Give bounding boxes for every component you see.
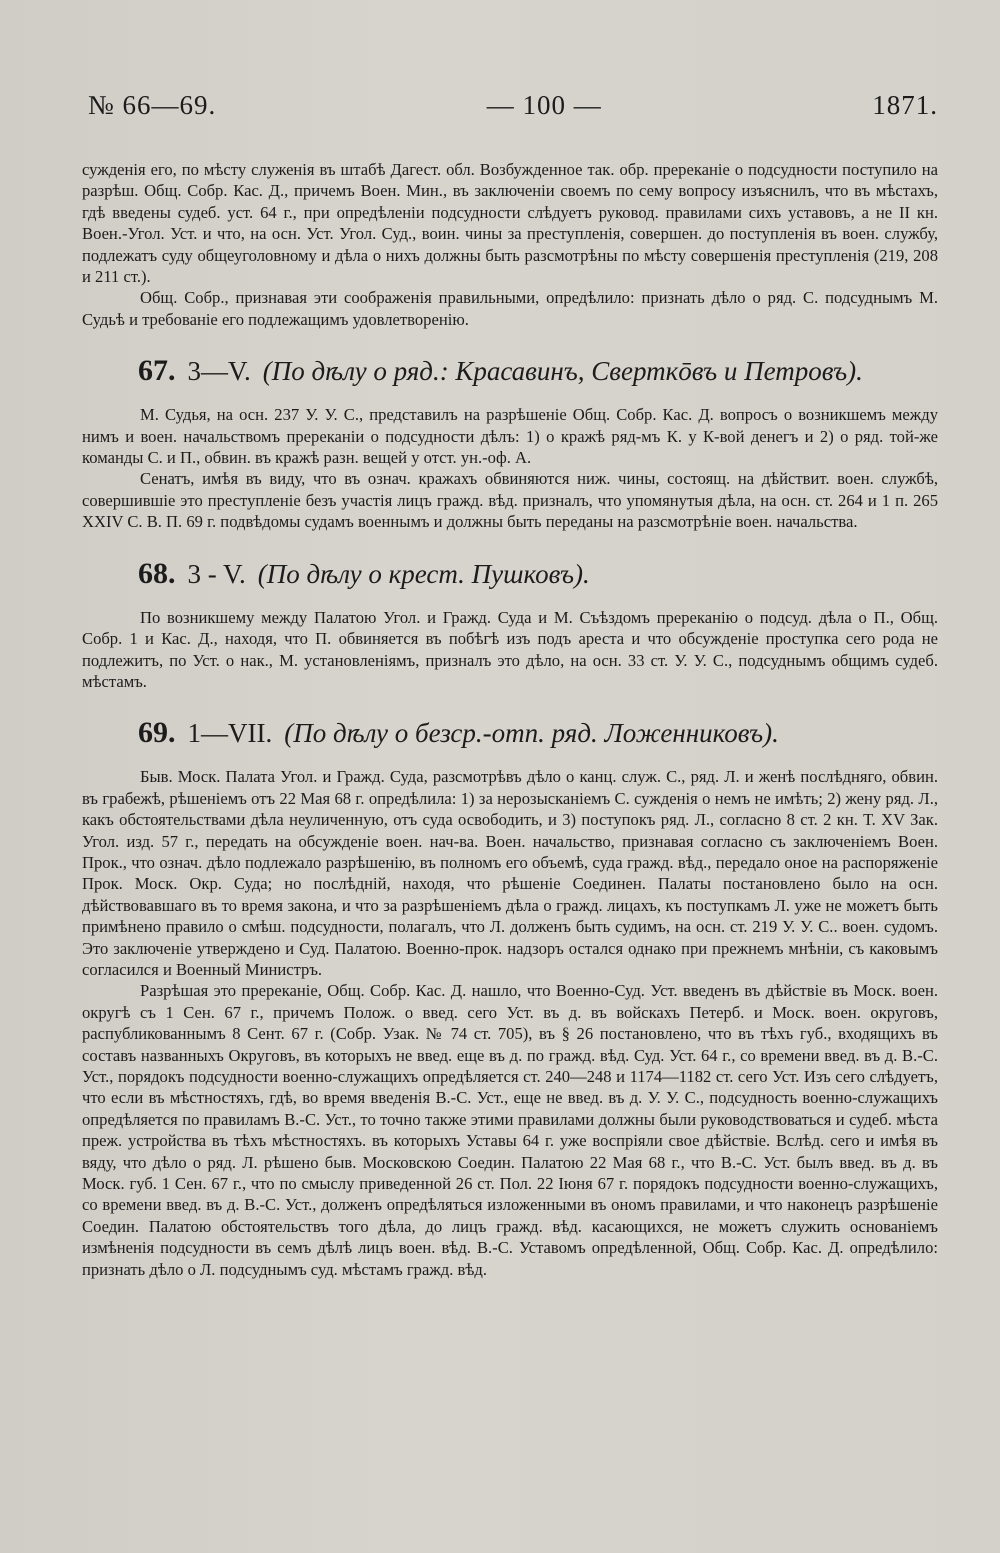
section-title: (По дѣлу о ряд.: Красавинъ, Сверткōвъ и Петровъ).	[262, 356, 863, 387]
body-paragraph: сужденія его, по мѣсту служенія въ штабѣ Дагест. обл. Возбужденное так. обр. пререканіе о подсудности поступило на разрѣш. Общ. Собр. Кас. Д., причемъ Воен. Мин., въ заключеніи своемъ по сему вопросу изъяснилъ, что въ мѣстахъ, гдѣ введены судеб. уст. 64 г., при опредѣленіи подсудности слѣдуетъ руковод. правилами сихъ уставовъ, а не II кн. Воен.-Угол. Уст. и что, на осн. Уст. Угол. Суд., воин. чины за преступленія, совершен. до поступленія въ воен. службу, подлежатъ суду общеуголовному и дѣла о нихъ должны быть разсмотрѣны по мѣсту совершенія преступленія (219, 208 и 211 ст.).	[82, 160, 938, 287]
section-heading	[138, 716, 938, 750]
page-case-range: № 66—69.	[88, 90, 217, 120]
section-heading	[138, 354, 938, 388]
section-67	[82, 354, 938, 532]
intro-continuation	[82, 159, 938, 330]
section-number: 69.	[138, 716, 176, 750]
section-date: 3—V.	[187, 356, 251, 387]
section-title: (По дѣлу о безср.-отп. ряд. Ложенниковъ).	[284, 718, 779, 749]
body-paragraph: М. Судья, на осн. 237 У. У. С., представилъ на разрѣшеніе Общ. Собр. Кас. Д. вопросъ о возникшемъ между нимъ и воен. начальствомъ пререканіи о подсудности дѣлъ: 1) о кражѣ ряд-мъ К. у К-вой денегъ и 2) о ряд. той-же команды С. и П., обвин. въ кражѣ разн. вещей у отст. ун.-оф. А.	[82, 405, 938, 468]
body-paragraph: Общ. Собр., признавая эти соображенія правильными, опредѣлило: признать дѣло о ряд. С. подсуднымъ М. Судьѣ и требованіе его подлежащимъ удовлетворенію.	[82, 288, 938, 329]
section-number: 67.	[138, 354, 176, 388]
section-number: 68.	[138, 556, 176, 590]
page-number: — 100 —	[486, 90, 602, 120]
section-69	[82, 716, 938, 1280]
body-paragraph: Быв. Моск. Палата Угол. и Гражд. Суда, разсмотрѣвъ дѣло о канц. служ. С., ряд. Л. и женѣ послѣдняго, обвин. въ грабежѣ, рѣшеніемъ отъ 22 Мая 68 г. опредѣлила: 1) за нерозысканіемъ С. сужденія о немъ не имѣть; 2) жену ряд. Л., какъ обстоятельствами дѣла неуличенную, отъ суда освободить, и 3) поступокъ ряд. Л., согласно 8 ст. 2 кн. Т. XV Зак. Угол. изд. 57 г., передать на обсужденіе воен. нач-ва. Воен. начальство, признавая согласно съ заключеніемъ Воен. Прок., что означ. дѣло подлежало разрѣшенію, въ полномъ его объемѣ, суда гражд. вѣд., передало оное на распоряженіе Прок. Моск. Окр. Суда; но послѣдній, находя, что рѣшеніе Соединен. Палаты постановлено было на осн. дѣйствовавшаго въ то время закона, и что за разрѣшеніемъ дѣла о гражд. лицахъ, къ поступкамъ Л. уже не можетъ быть примѣнено правило о смѣш. подсудности, полагалъ, что Л. долженъ быть судимъ, на осн. ст. 219 У. У. С.. воен. судомъ. Это заключеніе утверждено и Суд. Палатою. Военно-прок. надзоръ остался однако при прежнемъ мнѣніи, съ каковымъ согласился и Военный Министръ.	[82, 767, 938, 979]
section-title: (По дѣлу о крест. Пушковъ).	[257, 558, 590, 589]
body-paragraph: По возникшему между Палатою Угол. и Гражд. Суда и М. Съѣздомъ пререканію о подсуд. дѣла о П., Общ. Собр. 1 и Кас. Д., находя, что П. обвиняется въ побѣгѣ изъ подъ ареста и что обсужденіе проступка сего рода не подлежитъ, по Уст. о нак., М. установленіямъ, призналъ это дѣло, на осн. 33 ст. У. У. С., подсуднымъ общимъ судеб. мѣстамъ.	[82, 607, 938, 691]
page-year: 1871.	[872, 90, 938, 120]
section-date: 3 - V.	[187, 558, 246, 589]
body-paragraph: Сенатъ, имѣя въ виду, что въ означ. кражахъ обвиняются ниж. чины, состоящ. на дѣйствит. воен. службѣ, совершившіе это преступленіе безъ участія лицъ гражд. вѣд. призналъ, что упомянутыя дѣла, на осн. ст. 264 и 1 п. 265 XXIV С. В. П. 69 г. подвѣдомы судамъ военнымъ и должны быть переданы на разсмотрѣніе воен. начальства.	[82, 469, 938, 532]
running-head	[88, 90, 938, 121]
section-heading	[138, 557, 938, 591]
body-paragraph: Разрѣшая это пререканіе, Общ. Собр. Кас. Д. нашло, что Военно-Суд. Уст. введенъ въ дѣйствіе въ Моск. воен. округѣ съ 1 Сен. 67 г., причемъ Полож. о введ. сего Уст. въ д. въ войскахъ Петерб. и Моск. воен. округовъ, распубликованнымъ 8 Сент. 67 г. (Собр. Узак. № 74 ст. 705), въ § 26 постановлено, что въ тѣхъ губ., входящихъ въ составъ названныхъ Округовъ, въ которыхъ не введ. еще въ д. по гражд. вѣд. Суд. Уст. 64 г., со времени введ. въ д. В.-С. Уст., порядокъ подсудности военно-служащихъ опредѣляется ст. 240—248 и 1174—1182 ст. сего Уст. Изъ сего слѣдуетъ, что если въ мѣстностяхъ, гдѣ, во время введенія В.-С. Уст., еще не введ. въ д. У. У. С., подсудность военно-служащихъ опредѣляется по правиламъ В.-С. Уст., то точно также этими правилами должны были руководствоваться и судеб. мѣста преж. устройства въ тѣхъ мѣстностяхъ. въ которыхъ Уставы 64 г. уже воспріяли свое дѣйствіе. Вслѣд. сего и имѣя въ вяду, что дѣло о ряд. Л. рѣшено быв. Московскою Соедин. Палатою 22 Мая 68 г., что В.-С. Уст. былъ введ. въ д. въ Моск. губ. 1 Сен. 67 г., что по смыслу приведенной 26 ст. Пол. 22 Іюня 67 г. порядокъ подсудности военно-служащихъ, со времени введ. въ д. В.-С. Уст., долженъ опредѣляться изложенными въ ономъ правилами, и что наконецъ разрѣшеніе Соедин. Палатою обстоятельствъ того дѣла, до лицъ гражд. вѣд. касающихся, не можетъ служить основаніемъ измѣненія подсудности въ семъ дѣлѣ лицъ воен. вѣд. В.-С. Уставомъ опредѣленной, Общ. Собр. Кас. Д. опредѣлило: признать дѣло о Л. подсуднымъ суд. мѣстамъ гражд. вѣд.	[82, 981, 938, 1279]
section-date: 1—VII.	[187, 718, 273, 749]
section-68	[82, 557, 938, 693]
